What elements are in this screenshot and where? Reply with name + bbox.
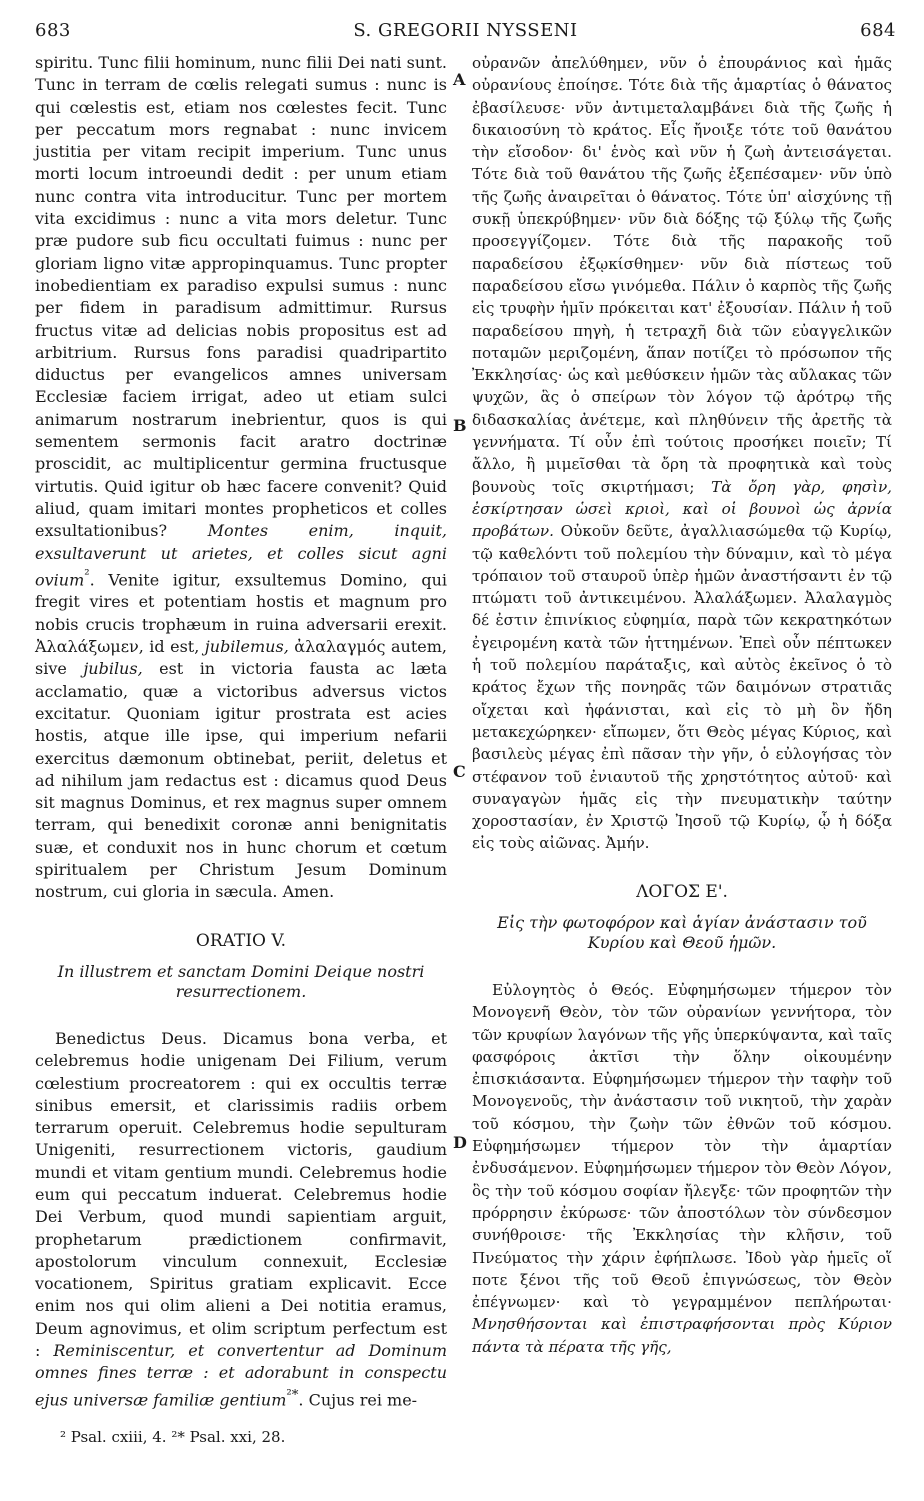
logos-title: ΛΟΓΟΣ Ε'. — [636, 881, 728, 902]
latin-text: . Venite igitur, exsultemus Domino, qui fregit vires et potentiam hostis et magnum pro nobis crucis trophæum in ruina adversarii erexit. Ἀλαλάξωμεν, id est, — [35, 570, 447, 657]
margin-marker-b: B — [453, 416, 467, 435]
latin-column — [35, 52, 447, 1411]
latin-text: ἀλαλαγμός autem, sive — [35, 637, 447, 679]
logos-paragraph — [472, 979, 892, 1358]
footnotes: ² Psal. cxiii, 4. ²* Psal. xxi, 28. — [60, 1428, 286, 1446]
oratio-paragraph — [35, 1028, 447, 1411]
latin-text: Benedictus Deus. Dicamus bona verba, et celebremus hodie unigenam Dei Filium, verum cœlestium procreatorem : qui ex occultis terræ sinibus emersit, et clarissimis radiis orbem terrarum operuit. Celebremus hodie sepulturam Unigeniti, resurrectionem victoris, gaudium mundi et vitam gentium mundi. Celebremus hodie eum qui peccatum induerat. Celebremus hodie Dei Verbum, quod mundi sapientiam arguit, prophetarum prædictionem confirmavit, apostolorum vinculum connexuit, Ecclesiæ vocationem, Spiritus gratiam explicavit. Ecce enim nos qui olim alieni a Dei notitia eramus, Deum agnovimus, et olim scriptum perfectum est : — [35, 1028, 447, 1361]
latin-quote: Reminiscentur, et convertentur ad Dominum omnes fines terræ : et adorabunt in conspectu ejus universæ familiæ gentium — [35, 1341, 448, 1409]
margin-marker-c: C — [453, 762, 466, 781]
latin-text: spiritu. Tunc filii hominum, nunc filii Dei nati sunt. Tunc in terram de cœlis relegati sumus : nunc is qui cœlestis est, etiam nos cœlestes fecit. Tunc per peccatum mors regnabat : nunc invicem justitia per vitam recipit imperium. Tunc unus morti locum introeundi dedit : per unum etiam nunc contra vita introducitur. Tunc per mortem vita excidimus : nunc a vita mors deletur. Tunc præ pudore sub ficu occultati fuimus : nunc per gloriam ligno vitæ appropinquamus. Tunc propter inobedientiam ex paradiso expulsi sumus : nunc per fidem in paradisum admittimur. Rursus fructus vitæ ad delicias nobis propositus est ad arbitrium. Rursus fons paradisi quadripartito diductus per evangelicos amnes universam Ecclesiæ faciem irrigat, adeo ut etiam sulci animarum nostrarum inebrientur, quos is qui sementem sermonis facit aratro doctrinæ proscidit, ac multiplicentur germina fructusque virtutis. Quid igitur ob hæc facere convenit? Quid aliud, quam imitari montes propheticos et colles exsultationibus? — [35, 53, 447, 541]
page-number-left: 683 — [35, 20, 71, 41]
latin-paragraph-1 — [35, 52, 447, 904]
latin-italic: jubilus, — [83, 659, 143, 679]
footnote-ref: ²* — [286, 1387, 299, 1403]
greek-text: Οὐκοῦν δεῦτε, ἀγαλλιασώμεθα τῷ Κυρίῳ, τῷ καθελόντι τοῦ πολεμίου τὴν δύναμιν, καὶ τὸ μέγα τρόπαιον τοῦ σταυροῦ ὑπὲρ ἡμῶν ἀναστήσαντι ἐν τῷ πτώματι τοῦ ἀντικειμένου. Ἀλαλάξωμεν. Ἀλαλαγμὸς δέ ἐστιν ἐπινίκιος εὐφημία, παρὰ τῶν κεκρατηκότων ἐγειρομένη κατὰ τῶν ἡττημένων. Ἐπεὶ οὖν πέπτωκεν ἡ τοῦ πολεμίου παράταξις, καὶ αὐτὸς ἐκεῖνος ὁ τὸ κράτος ἔχων τῆς πονηρᾶς τῶν δαιμόνων στρατιᾶς οἴχεται καὶ ἠφάνισται, καὶ εἰς τὸ μὴ ὂν ἤδη μετακεχώρηκεν· εἴπωμεν, ὅτι Θεὸς μέγας Κύριος, καὶ βασιλεὺς μέγας ἐπὶ πᾶσαν τὴν γῆν, ὁ εὐλογήσας τὸν στέφανον τοῦ ἐνιαυτοῦ τῆς χρηστότητος αὐτοῦ· καὶ συναγαγὼν ἡμᾶς εἰς τὴν πνευματικὴν ταύτην χοροστασίαν, ἐν Χριστῷ Ἰησοῦ τῷ Κυρίῳ, ᾧ ἡ δόξα εἰς τοὺς αἰῶνας. Ἀμήν. — [472, 522, 893, 853]
logos-subtitle: Εἰς τὴν φωτοφόρον καὶ ἁγίαν ἀνάστασιν τοῦ Κυρίου καὶ Θεοῦ ἡμῶν. — [497, 912, 867, 952]
oratio-subtitle: In illustrem et sanctam Domini Deique nostri resurrectionem. — [57, 961, 425, 1001]
greek-text: οὐρανῶν ἀπελύθημεν, νῦν ὁ ἐπουράνιος καὶ ἡμᾶς οὐρανίους ἐποίησε. Τότε διὰ τῆς ἁμαρτίας ὁ θάνατος ἐβασίλευσε· νῦν ἀντιμεταλαμβάνει διὰ τῆς ζωῆς ἡ δικαιοσύνη τὸ κράτος. Εἷς ἤνοιξε τότε τοῦ θανάτου τὴν εἴσοδον· δι' ἑνὸς καὶ νῦν ἡ ζωὴ ἀντεισάγεται. Τότε διὰ τοῦ θανάτου τῆς ζωῆς ἐξεπέσαμεν· νῦν ὑπὸ τῆς ζωῆς ἀναιρεῖται ὁ θάνατος. Τότε ὑπ' αἰσχύνης τῇ συκῇ ὑπεκρύβημεν· νῦν διὰ δόξης τῷ ξύλῳ τῆς ζωῆς προσεγγίζομεν. Τότε διὰ τῆς παρακοῆς τοῦ παραδείσου ἐξῳκίσθημεν· νῦν διὰ πίστεως τοῦ παραδείσου εἴσω γινόμεθα. Πάλιν ὁ καρπὸς τῆς ζωῆς εἰς τρυφὴν ἡμῖν πρόκειται κατ' ἐξουσίαν. Πάλιν ἡ τοῦ παραδείσου πηγὴ, ἡ τετραχῆ διὰ τῶν εὐαγγελικῶν ποταμῶν μεριζομένη, ἅπαν ποτίζει τὸ πρόσωπον τῆς Ἐκκλησίας· ὡς καὶ μεθύσκειν ἡμῶν τὰς αὔλακας τῶν ψυχῶν, ἃς ὁ σπείρων τὸν λόγον τῷ ἀρότρῳ τῆς διδασκαλίας ἀνέτεμε, καὶ πληθύνειν τῆς ἀρετῆς τὰ γεννήματα. Τί οὖν ἐπὶ τούτοις προσήκει ποιεῖν; Τί ἄλλο, ἢ μιμεῖσθαι τὰ ὄρη τὰ προφητικὰ καὶ τοὺς βουνοὺς τοῖς σκιρτήμασι; — [472, 54, 892, 496]
running-title: S. GREGORII NYSSENI — [353, 20, 578, 41]
greek-quote: Μνησθήσονται καὶ ἐπιστραφήσονται πρὸς Κύριον πάντα τὰ πέρατα τῆς γῆς, — [472, 1315, 892, 1356]
latin-quote: Montes enim, inquit, exsultaverunt ut arietes, et colles sicut agni ovium — [35, 521, 447, 590]
latin-text: est in victoria fausta ac læta acclamatio, quæ a victoribus adversus victos excitatur. Quoniam igitur prostrata est acies hostis, atque ille ipse, qui imperium nefarii exercitus dæmonum obtinebat, periit, deletus et ad nihilum jam redactus est : dicamus quod Deus sit magnus Dominus, et rex magnus super omnem terram, qui benedixit coronæ anni benignitatis suæ, et conduxit nos in hunc chorum et cœtum spiritualem per Christum Jesum Dominum nostrum, cui gloria in sæcula. Amen. — [35, 659, 448, 902]
greek-column — [472, 52, 892, 1358]
latin-italic: jubilemus, — [204, 637, 289, 657]
greek-paragraph-1 — [472, 52, 892, 855]
page-number-right: 684 — [860, 20, 896, 41]
greek-quote: Τὰ ὄρη γὰρ, φησὶν, ἐσκίρτησαν ὡσεὶ κριοὶ, καὶ οἱ βουνοὶ ὡς ἀρνία προβάτων. — [472, 477, 893, 541]
oratio-title: ORATIO V. — [195, 930, 287, 951]
footnote-ref: ² — [84, 567, 90, 583]
margin-marker-d: D — [453, 1133, 467, 1152]
running-header — [35, 14, 896, 44]
margin-marker-a: A — [453, 70, 466, 89]
latin-text: . Cujus rei me- — [298, 1389, 418, 1409]
greek-text: Εὐλογητὸς ὁ Θεός. Εὐφημήσωμεν τήμερον τὸν Μονογενῆ Θεὸν, τὸν τῶν οὐρανίων γεννήτορα, τὸν τῶν κρυφίων λαγόνων τῆς γῆς ὑπερκύψαντα, καὶ ταῖς φασφόροις ἀκτῖσι τὴν ὅλην οἰκουμένην ἐπισκιάσαντα. Εὐφημήσωμεν τήμερον τὴν ταφὴν τοῦ Μονογενοῦς, τὴν ἀνάστασιν τοῦ νικητοῦ, τὴν χαρὰν τοῦ κόσμου, τὴν ζωὴν τῶν ἐθνῶν τοῦ κόσμου. Εὐφημήσωμεν τήμερον τὸν τὴν ἁμαρτίαν ἐνδυσάμενον. Εὐφημήσωμεν τήμερον τὸν Θεὸν Λόγον, ὃς τὴν τοῦ κόσμου σοφίαν ἤλεγξε· τῶν προφητῶν τὴν πρόρρησιν ἐκύρωσε· τῶν ἀποστόλων τὸν σύνδεσμον συνήθροισε· τῆς Ἐκκλησίας τὴν κλῆσιν, τοῦ Πνεύματος τὴν χάριν ἐφήπλωσε. Ἰδοὺ γὰρ ἡμεῖς οἵ ποτε ξένοι τῆς τοῦ Θεοῦ ἐπιγνώσεως, τὸν Θεὸν ἐπέγνωμεν· καὶ τὸ γεγραμμένον πεπλήρωται· — [472, 980, 892, 1312]
